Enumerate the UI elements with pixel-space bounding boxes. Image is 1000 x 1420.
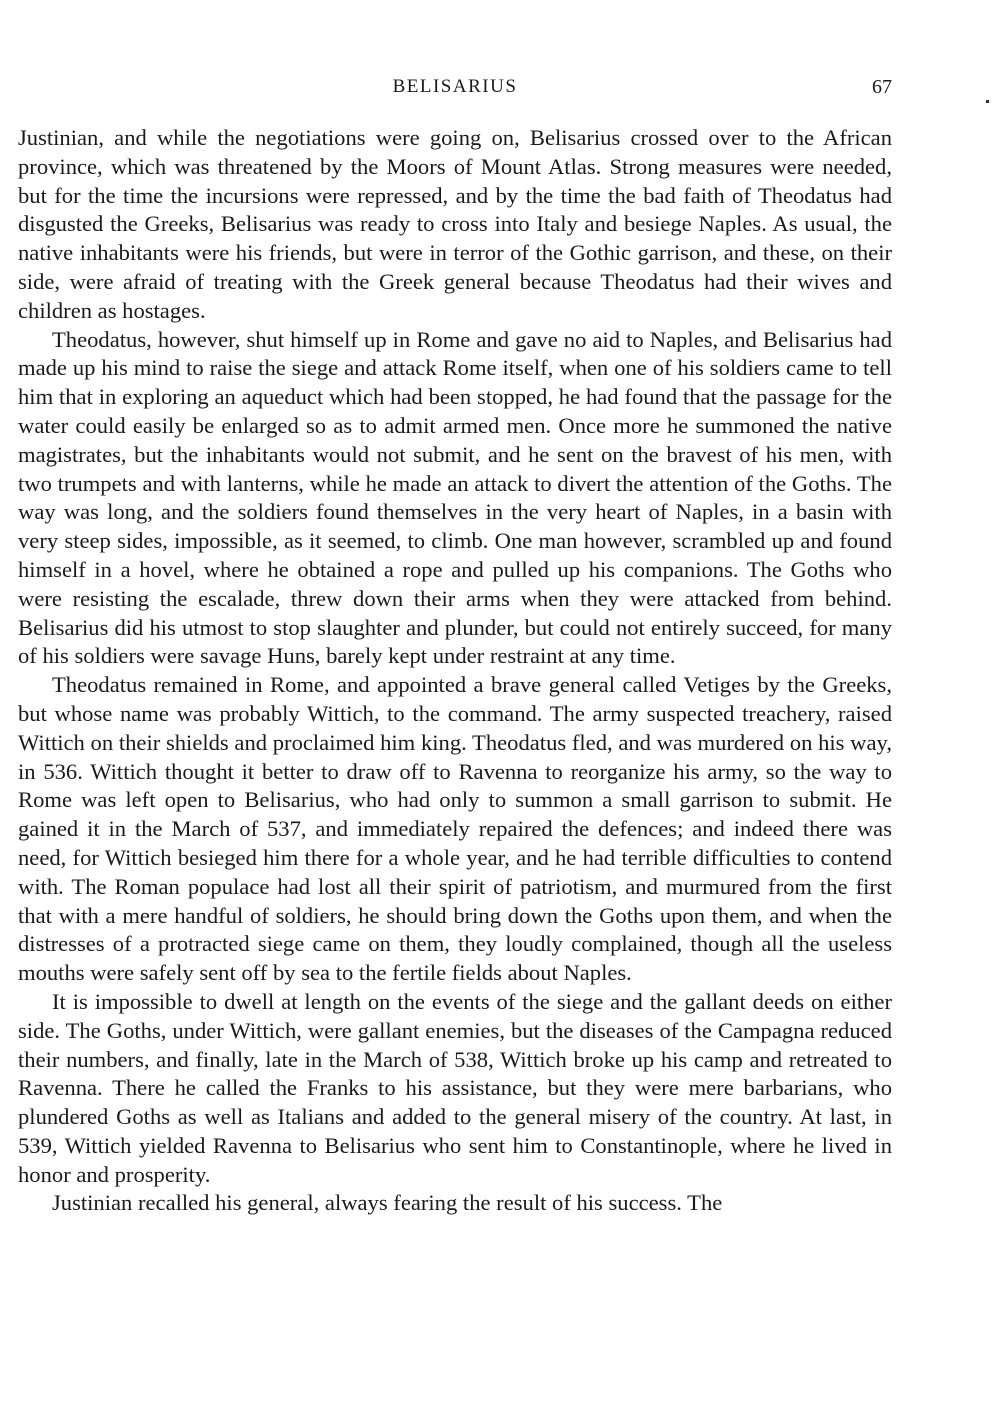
running-title: BELISARIUS (392, 76, 518, 97)
body-text (18, 124, 892, 1218)
paragraph-3: Theodatus remained in Rome, and appointed a brave general called Vetiges by the Greeks, but whose name was probably Wittich, to the command. The army suspected treachery, raised Wittich on their shields and proclaimed him king. Theodatus fled, and was murdered on his way, in 536. Wittich thought it better to draw off to Ravenna to reorganize his army, so the way to Rome was left open to Belisarius, who had only to summon a small garrison to submit. He gained it in the March of 537, and immediately repaired the defences; and indeed there was need, for Wittich besieged him there for a whole year, and he had terrible difficulties to contend with. The Roman populace had lost all their spirit of patriotism, and murmured from the first that with a mere handful of soldiers, he should bring down the Goths upon them, and when the distresses of a protracted siege came on them, they loudly complained, though all the useless mouths were safely sent off by sea to the fertile fields about Naples. (18, 672, 892, 986)
paragraph-5: Justinian recalled his general, always fearing the result of his success. The (52, 1190, 723, 1216)
running-head (18, 76, 892, 106)
paragraph-1: Justinian, and while the negotiations were going on, Belisarius crossed over to the African province, which was threatened by the Moors of Mount Atlas. Strong measures were needed, but for the time the incursions were repressed, and by the time the bad faith of Theodatus had disgusted the Greeks, Belisarius was ready to cross into Italy and besiege Naples. As usual, the native inhabitants were his friends, but were in terror of the Gothic garrison, and these, on their side, were afraid of treating with the Greek general because Theodatus had their wives and children as hostages. (18, 125, 892, 323)
paragraph-4: It is impossible to dwell at length on the events of the siege and the gallant deeds on either side. The Goths, under Wittich, were gallant enemies, but the diseases of the Campagna reduced their numbers, and finally, late in the March of 538, Wittich broke up his camp and retreated to Ravenna. There he called the Franks to his assistance, but they were mere barbarians, who plundered Goths as well as Italians and added to the general misery of the country. At last, in 539, Wittich yielded Ravenna to Belisarius who sent him to Constantinople, where he lived in honor and prosperity. (18, 988, 892, 1187)
paragraph-2: Theodatus, however, shut himself up in Rome and gave no aid to Naples, and Belisarius had made up his mind to raise the siege and attack Rome itself, when one of his soldiers came to tell him that in exploring an aqueduct which had been stopped, he had found that the passage for the water could easily be enlarged so as to admit armed men. Once more he summoned the native magistrates, but the inhabitants would not submit, and he sent on the bravest of his men, with two trumpets and with lanterns, while he made an attack to divert the attention of the Goths. The way was long, and the soldiers found themselves in the very heart of Naples, in a basin with very steep sides, impossible, as it seemed, to climb. One man however, scrambled up and found himself in a hovel, where he obtained a rope and pulled up his companions. The Goths who were resisting the escalade, threw down their arms when they were attacked from behind. Belisarius did his utmost to stop slaughter and plunder, but could not entirely succeed, for many of his soldiers were savage Huns, barely kept under restraint at any time. (18, 326, 892, 669)
page-edge-mark (986, 100, 989, 103)
page-number: 67 (872, 76, 892, 98)
